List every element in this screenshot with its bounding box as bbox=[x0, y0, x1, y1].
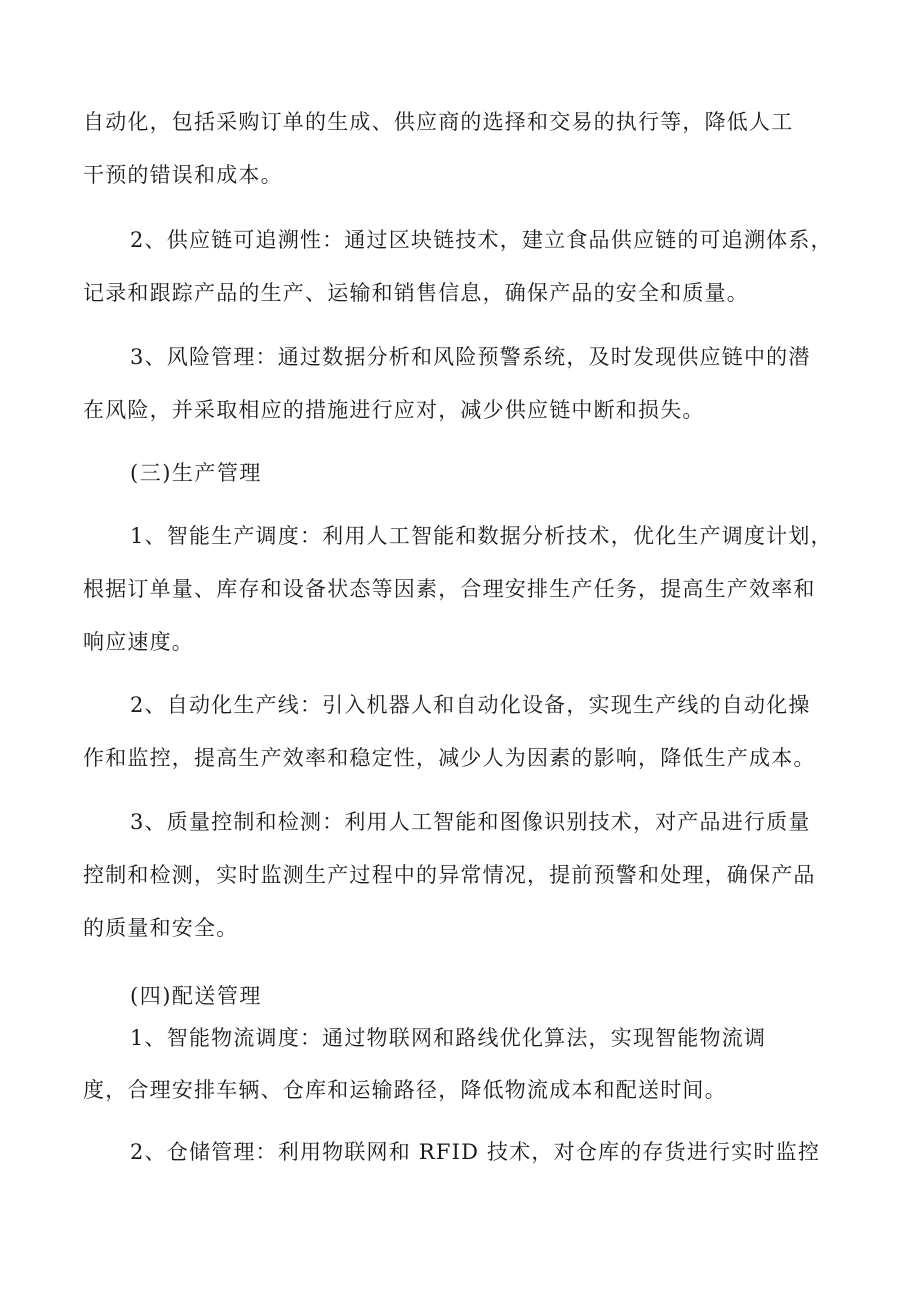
paragraph-line: 响应速度。 bbox=[83, 630, 194, 654]
paragraph-line: 2、自动化生产线：引入机器人和自动化设备，实现生产线的自动化操 bbox=[130, 693, 811, 717]
paragraph-line: 自动化，包括采购订单的生成、供应商的选择和交易的执行等，降低人工 bbox=[83, 110, 794, 134]
paragraph-line: 作和监控，提高生产效率和稳定性，减少人为因素的影响，降低生产成本。 bbox=[83, 746, 816, 770]
paragraph-line: 控制和检测，实时监测生产过程中的异常情况，提前预警和处理，确保产品 bbox=[83, 863, 816, 887]
paragraph-line: 在风险，并采取相应的措施进行应对，减少供应链中断和损失。 bbox=[83, 398, 705, 422]
paragraph-line: 根据订单量、库存和设备状态等因素，合理安排生产任务，提高生产效率和 bbox=[83, 577, 816, 601]
paragraph-line: 3、质量控制和检测：利用人工智能和图像识别技术，对产品进行质量 bbox=[130, 810, 811, 834]
paragraph-line: 的质量和安全。 bbox=[83, 916, 239, 940]
section-heading: (四)配送管理 bbox=[130, 984, 262, 1008]
paragraph-line: 干预的错误和成本。 bbox=[83, 163, 283, 187]
paragraph-line: 3、风险管理：通过数据分析和风险预警系统，及时发现供应链中的潜 bbox=[130, 345, 811, 369]
paragraph-line: 记录和跟踪产品的生产、运输和销售信息，确保产品的安全和质量。 bbox=[83, 281, 749, 305]
paragraph-line: 2、供应链可追溯性：通过区块链技术，建立食品供应链的可追溯体系， bbox=[130, 228, 833, 252]
paragraph-line: 度，合理安排车辆、仓库和运输路径，降低物流成本和配送时间。 bbox=[83, 1078, 727, 1102]
paragraph-line: 1、智能生产调度：利用人工智能和数据分析技术，优化生产调度计划， bbox=[130, 524, 833, 548]
paragraph-line: 1、智能物流调度：通过物联网和路线优化算法，实现智能物流调 bbox=[130, 1026, 767, 1050]
section-heading: (三)生产管理 bbox=[130, 461, 262, 485]
paragraph-line: 2、仓储管理：利用物联网和 RFID 技术，对仓库的存货进行实时监控 bbox=[130, 1140, 821, 1164]
